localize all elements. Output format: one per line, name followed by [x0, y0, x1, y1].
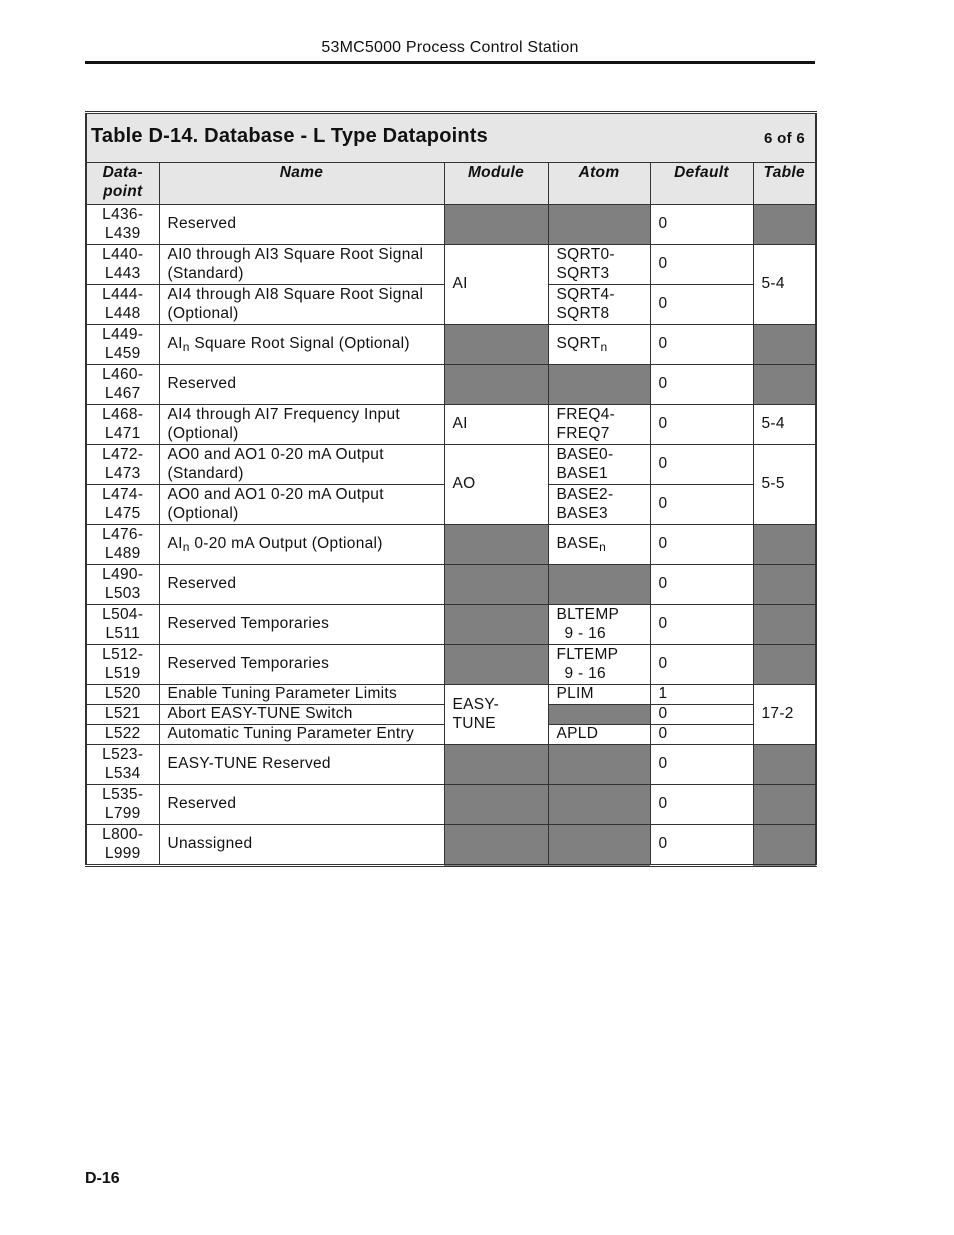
table-ref-cell-shaded — [753, 605, 816, 645]
module-cell: AO — [444, 445, 548, 525]
table-row — [86, 785, 816, 825]
table-row — [86, 525, 816, 565]
atom-cell-shaded — [548, 745, 650, 785]
module-cell: AI — [444, 405, 548, 445]
name-cell: AO0 and AO1 0-20 mA Output (Optional) — [159, 485, 444, 525]
name-cell: Unassigned — [159, 825, 444, 866]
atom-cell-shaded — [548, 565, 650, 605]
default-cell: 1 — [650, 685, 753, 705]
name-cell: EASY-TUNE Reserved — [159, 745, 444, 785]
atom-cell: BLTEMP 9 - 16 — [548, 605, 650, 645]
atom-cell: APLD — [548, 725, 650, 745]
table-row — [86, 825, 816, 866]
col-header-name: Name — [159, 163, 444, 205]
col-header-atom: Atom — [548, 163, 650, 205]
name-cell: Reserved — [159, 205, 444, 245]
atom-cell-shaded — [548, 205, 650, 245]
name-cell: Reserved — [159, 365, 444, 405]
name-cell: $AI_n$ Square Root Signal (Optional) — [159, 325, 444, 365]
module-cell-shaded — [444, 745, 548, 785]
datapoint-cell: L460- L467 — [86, 365, 159, 405]
col-header-default: Default — [650, 163, 753, 205]
name-cell: AO0 and AO1 0-20 mA Output (Standard) — [159, 445, 444, 485]
datapoint-cell: L523- L534 — [86, 745, 159, 785]
table-row — [86, 245, 816, 285]
table-row — [86, 205, 816, 245]
datapoint-cell: L436- L439 — [86, 205, 159, 245]
name-cell: Reserved Temporaries — [159, 605, 444, 645]
default-cell: 0 — [650, 745, 753, 785]
default-cell: 0 — [650, 525, 753, 565]
datapoint-cell: L476- L489 — [86, 525, 159, 565]
atom-cell: BASE2- BASE3 — [548, 485, 650, 525]
module-cell: AI — [444, 245, 548, 325]
table-page-indicator: 6 of 6 — [764, 130, 806, 148]
default-cell: 0 — [650, 605, 753, 645]
atom-cell: PLIM — [548, 685, 650, 705]
name-cell: Enable Tuning Parameter Limits — [159, 685, 444, 705]
table-ref-cell-shaded — [753, 645, 816, 685]
datapoint-cell: L440- L443 — [86, 245, 159, 285]
datapoint-cell: L472- L473 — [86, 445, 159, 485]
table-ref-cell-shaded — [753, 785, 816, 825]
datapoint-cell: L522 — [86, 725, 159, 745]
table-row — [86, 445, 816, 485]
default-cell: 0 — [650, 445, 753, 485]
col-header-module: Module — [444, 163, 548, 205]
atom-cell-shaded — [548, 825, 650, 866]
table-ref-cell-shaded — [753, 565, 816, 605]
default-cell: 0 — [650, 485, 753, 525]
datapoint-cell: L504- L511 — [86, 605, 159, 645]
datapoints-table — [85, 111, 817, 867]
datapoint-cell: L474- L475 — [86, 485, 159, 525]
name-cell: Reserved — [159, 565, 444, 605]
page-number: D-16 — [85, 1170, 120, 1187]
table-row — [86, 565, 816, 605]
default-cell: 0 — [650, 405, 753, 445]
module-cell-shaded — [444, 325, 548, 365]
default-cell: 0 — [650, 365, 753, 405]
name-cell: Reserved Temporaries — [159, 645, 444, 685]
atom-cell: SQRT0- SQRT3 — [548, 245, 650, 285]
default-cell: 0 — [650, 645, 753, 685]
module-cell: EASY- TUNE — [444, 685, 548, 745]
module-cell-shaded — [444, 785, 548, 825]
atom-cell: $SQRT_n$ — [548, 325, 650, 365]
table-title-row — [86, 113, 816, 163]
name-cell: AI4 through AI7 Frequency Input (Optional) — [159, 405, 444, 445]
datapoint-cell: L512- L519 — [86, 645, 159, 685]
module-cell-shaded — [444, 825, 548, 866]
module-cell-shaded — [444, 525, 548, 565]
atom-cell-shaded — [548, 705, 650, 725]
module-cell-shaded — [444, 605, 548, 645]
name-cell: Reserved — [159, 785, 444, 825]
table-row — [86, 365, 816, 405]
default-cell: 0 — [650, 825, 753, 866]
datapoint-cell: L490- L503 — [86, 565, 159, 605]
atom-cell: BASE0- BASE1 — [548, 445, 650, 485]
name-cell: $AI_n$ 0-20 mA Output (Optional) — [159, 525, 444, 565]
datapoint-cell: L444- L448 — [86, 285, 159, 325]
module-cell-shaded — [444, 645, 548, 685]
datapoint-cell: L449- L459 — [86, 325, 159, 365]
default-cell: 0 — [650, 705, 753, 725]
default-cell: 0 — [650, 565, 753, 605]
name-cell: AI0 through AI3 Square Root Signal (Standard) — [159, 245, 444, 285]
atom-cell: FLTEMP 9 - 16 — [548, 645, 650, 685]
datapoint-cell: L535- L799 — [86, 785, 159, 825]
table-row — [86, 325, 816, 365]
datapoints-table-container — [85, 111, 815, 867]
datapoint-cell: L468- L471 — [86, 405, 159, 445]
table-row — [86, 645, 816, 685]
datapoint-cell: L520 — [86, 685, 159, 705]
atom-cell: $BASE_n$ — [548, 525, 650, 565]
atom-cell: FREQ4- FREQ7 — [548, 405, 650, 445]
table-ref-cell-shaded — [753, 365, 816, 405]
default-cell: 0 — [650, 245, 753, 285]
datapoint-cell: L800- L999 — [86, 825, 159, 866]
table-ref-cell: 17-2 — [753, 685, 816, 745]
col-header-datapoint: Data- point — [86, 163, 159, 205]
table-ref-cell-shaded — [753, 325, 816, 365]
table-ref-cell-shaded — [753, 825, 816, 866]
table-ref-cell-shaded — [753, 205, 816, 245]
table-ref-cell: 5-4 — [753, 245, 816, 325]
module-cell-shaded — [444, 365, 548, 405]
table-row — [86, 405, 816, 445]
atom-cell-shaded — [548, 785, 650, 825]
table-row — [86, 605, 816, 645]
table-ref-cell-shaded — [753, 745, 816, 785]
table-row — [86, 685, 816, 705]
table-ref-cell: 5-4 — [753, 405, 816, 445]
table-row — [86, 745, 816, 785]
name-cell: AI4 through AI8 Square Root Signal (Optional) — [159, 285, 444, 325]
page-header: 53MC5000 Process Control Station — [321, 39, 579, 56]
atom-cell-shaded — [548, 365, 650, 405]
module-cell-shaded — [444, 565, 548, 605]
name-cell: Abort EASY-TUNE Switch — [159, 705, 444, 725]
column-header-row — [86, 163, 816, 205]
datapoint-cell: L521 — [86, 705, 159, 725]
default-cell: 0 — [650, 325, 753, 365]
atom-cell: SQRT4- SQRT8 — [548, 285, 650, 325]
name-cell: Automatic Tuning Parameter Entry — [159, 725, 444, 745]
table-ref-cell: 5-5 — [753, 445, 816, 525]
default-cell: 0 — [650, 285, 753, 325]
table-ref-cell-shaded — [753, 525, 816, 565]
header-rule — [85, 61, 815, 64]
default-cell: 0 — [650, 205, 753, 245]
table-title: Table D-14. Database - L Type Datapoints — [91, 125, 488, 148]
default-cell: 0 — [650, 785, 753, 825]
default-cell: 0 — [650, 725, 753, 745]
col-header-table: Table — [753, 163, 816, 205]
module-cell-shaded — [444, 205, 548, 245]
